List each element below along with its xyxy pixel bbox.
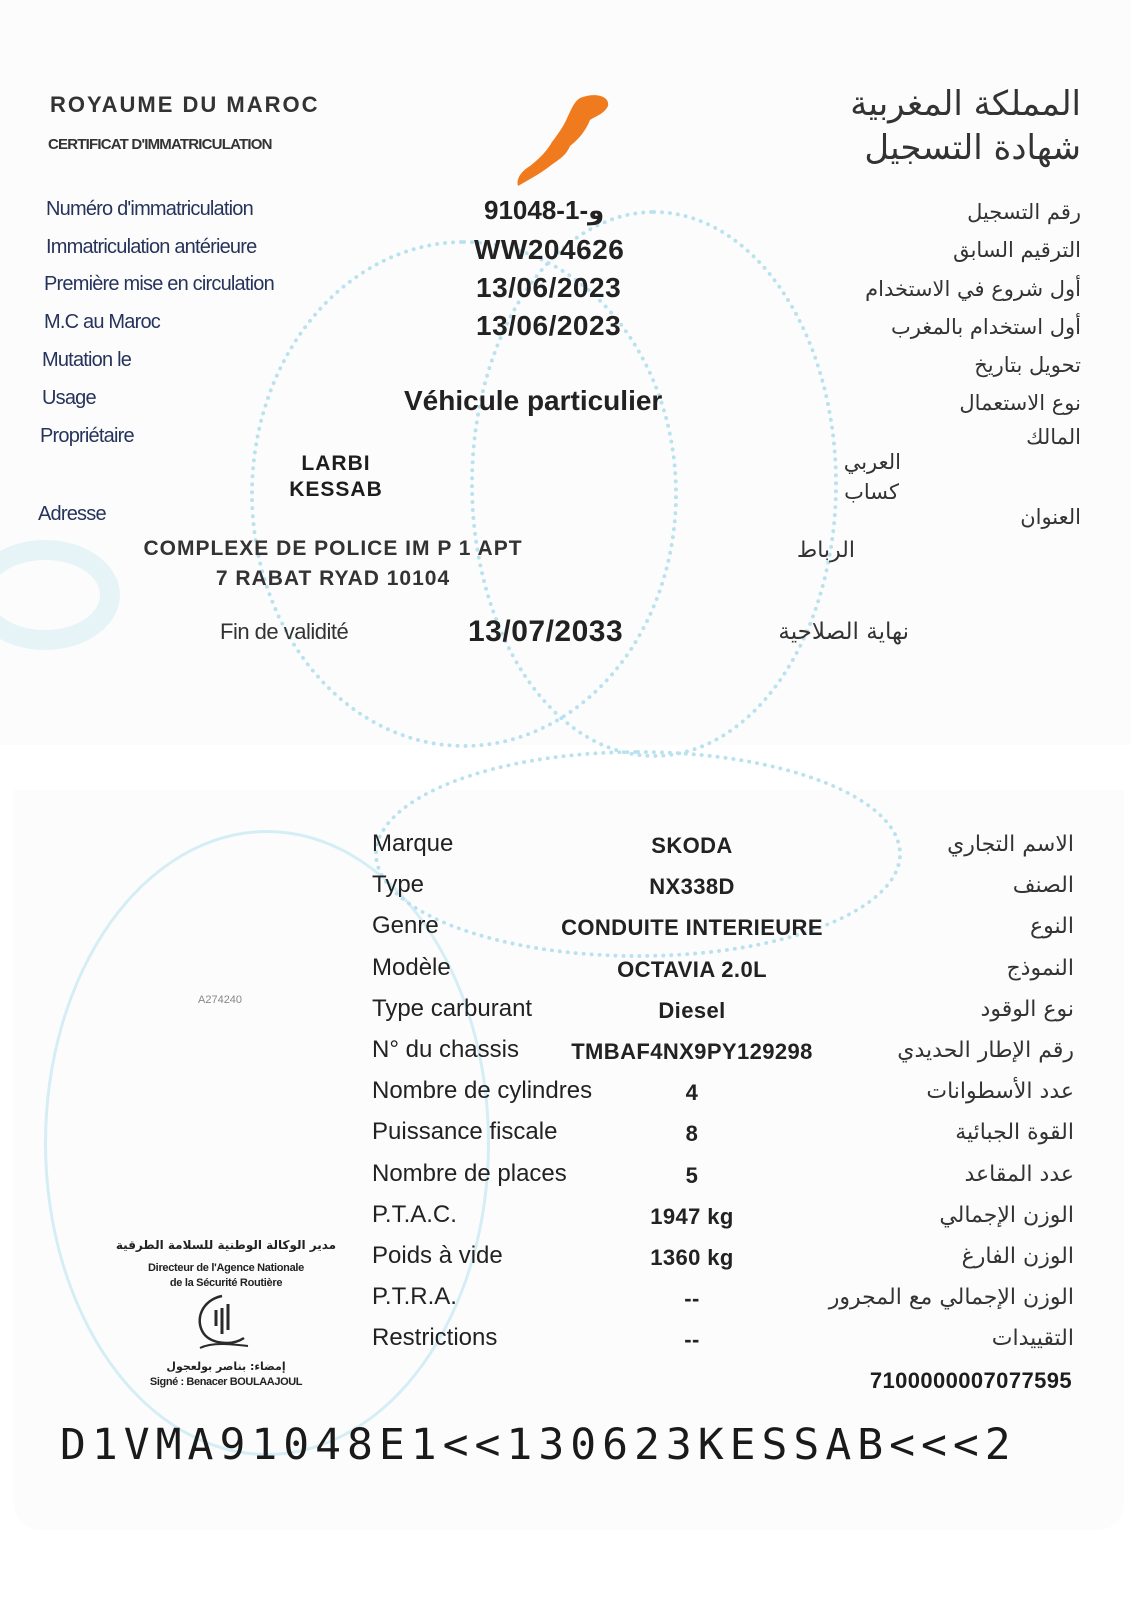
- machine-readable-zone: D1VMA91048E1<<130623KESSAB<<<2: [60, 1420, 1017, 1470]
- row-value: 1947 kg: [650, 1204, 734, 1229]
- country-title-ar: المملكة المغربية: [850, 84, 1081, 124]
- label-proprietaire: Propriétaire: [40, 425, 134, 447]
- owner-last-name: KESSAB: [289, 478, 383, 501]
- row-label-ar: الاسم التجاري: [947, 832, 1074, 857]
- label-anterieure: Immatriculation antérieure: [46, 236, 257, 258]
- signature-title-fr-1: Directeur de l'Agence Nationale: [148, 1262, 304, 1274]
- signer-name-ar: إمضاء: بناصر بولعجول: [166, 1360, 286, 1373]
- value-premiere: 13/06/2023: [476, 272, 622, 303]
- certificate-title-ar: شهادة التسجيل: [864, 128, 1081, 168]
- label-anterieure-ar: الترقيم السابق: [953, 238, 1081, 262]
- owner-last-name-ar: كساب: [844, 480, 899, 504]
- row-value: SKODA: [651, 833, 733, 858]
- row-label-ar: الصنف: [1012, 873, 1074, 898]
- document-number: 7100000007077595: [869, 1368, 1072, 1393]
- label-validite: Fin de validité: [220, 619, 349, 644]
- morocco-map-icon: [510, 90, 620, 190]
- row-label-ar: نوع الوقود: [980, 997, 1074, 1022]
- row-value: OCTAVIA 2.0L: [617, 957, 767, 982]
- signature-title-ar: مدير الوكالة الوطنية للسلامة الطرقية: [115, 1238, 337, 1252]
- signature-title-fr-2: de la Sécurité Routière: [169, 1277, 283, 1289]
- label-mc-maroc-ar: أول استخدام بالمغرب: [890, 315, 1081, 339]
- row-label: Nombre de cylindres: [372, 1077, 593, 1104]
- row-label-ar: الوزن الإجمالي مع المجرور: [828, 1285, 1074, 1310]
- label-mutation-ar: تحويل بتاريخ: [974, 353, 1081, 377]
- label-validite-ar: نهاية الصلاحية: [778, 619, 909, 645]
- label-premiere: Première mise en circulation: [44, 273, 274, 295]
- row-value: CONDUITE INTERIEURE: [561, 915, 823, 940]
- value-numero: 91048-و-1: [484, 195, 605, 225]
- row-value: 8: [685, 1121, 699, 1146]
- signature-icon: [182, 1290, 262, 1358]
- label-usage-ar: نوع الاستعمال: [959, 391, 1081, 415]
- value-mc-maroc: 13/06/2023: [476, 310, 622, 341]
- row-label: P.T.R.A.: [372, 1283, 457, 1310]
- row-label: Modèle: [372, 954, 451, 981]
- label-numero-ar: رقم التسجيل: [967, 200, 1081, 224]
- row-value: --: [684, 1327, 700, 1352]
- row-label: N° du chassis: [372, 1036, 519, 1063]
- row-label: Poids à vide: [372, 1242, 503, 1269]
- card-back: [14, 790, 1124, 1530]
- row-label-ar: النموذج: [1006, 956, 1074, 981]
- row-label-ar: القوة الجبائية: [955, 1120, 1074, 1145]
- address-city-ar: الرباط: [796, 538, 855, 563]
- guilloche-blob: [0, 540, 120, 650]
- row-label-ar: الوزن الإجمالي: [939, 1203, 1074, 1228]
- row-value: TMBAF4NX9PY129298: [571, 1039, 813, 1064]
- row-value: 5: [685, 1163, 699, 1188]
- row-value: NX338D: [649, 874, 735, 899]
- owner-first-name: LARBI: [301, 452, 371, 475]
- row-label: Restrictions: [372, 1324, 498, 1351]
- label-adresse-ar: العنوان: [1020, 505, 1081, 529]
- row-label-ar: عدد المقاعد: [964, 1162, 1074, 1187]
- row-label: Puissance fiscale: [372, 1118, 558, 1145]
- row-value: 1360 kg: [650, 1245, 734, 1270]
- row-value: --: [684, 1286, 700, 1311]
- row-label: Genre: [372, 912, 439, 939]
- label-mutation: Mutation le: [42, 349, 132, 371]
- row-label: Type: [372, 871, 425, 898]
- row-label-ar: الوزن الفارغ: [961, 1244, 1074, 1269]
- row-value: 4: [685, 1080, 699, 1105]
- row-label-ar: التقييدات: [991, 1326, 1074, 1351]
- label-proprietaire-ar: المالك: [1026, 425, 1081, 449]
- label-mc-maroc: M.C au Maroc: [44, 311, 160, 333]
- signer-name-fr: Signé : Benacer BOULAAJOUL: [149, 1376, 303, 1388]
- label-numero: Numéro d'immatriculation: [46, 198, 253, 220]
- certificate-title-fr: CERTIFICAT D'IMMATRICULATION: [48, 136, 272, 153]
- address-line-1: COMPLEXE DE POLICE IM P 1 APT: [143, 537, 523, 560]
- row-label-ar: النوع: [1030, 914, 1074, 939]
- row-label-ar: عدد الأسطوانات: [926, 1079, 1074, 1104]
- row-label-ar: رقم الإطار الحديدي: [897, 1038, 1074, 1063]
- value-usage: Véhicule particulier: [404, 385, 663, 416]
- value-anterieure: WW204626: [474, 234, 625, 265]
- label-adresse: Adresse: [38, 503, 106, 525]
- card-front: [0, 0, 1131, 745]
- row-label: Nombre de places: [372, 1160, 567, 1187]
- row-label: Marque: [372, 830, 454, 857]
- row-label: P.T.A.C.: [372, 1201, 457, 1228]
- card-serial: A274240: [198, 994, 243, 1006]
- country-title-fr: ROYAUME DU MAROC: [50, 92, 320, 117]
- label-usage: Usage: [42, 387, 96, 409]
- row-value: Diesel: [658, 998, 726, 1023]
- label-premiere-ar: أول شروع في الاستخدام: [865, 277, 1081, 301]
- value-validite: 13/07/2033: [468, 615, 624, 648]
- address-line-2: 7 RABAT RYAD 10104: [215, 567, 451, 590]
- row-label: Type carburant: [372, 995, 533, 1022]
- owner-first-name-ar: العربي: [843, 450, 901, 474]
